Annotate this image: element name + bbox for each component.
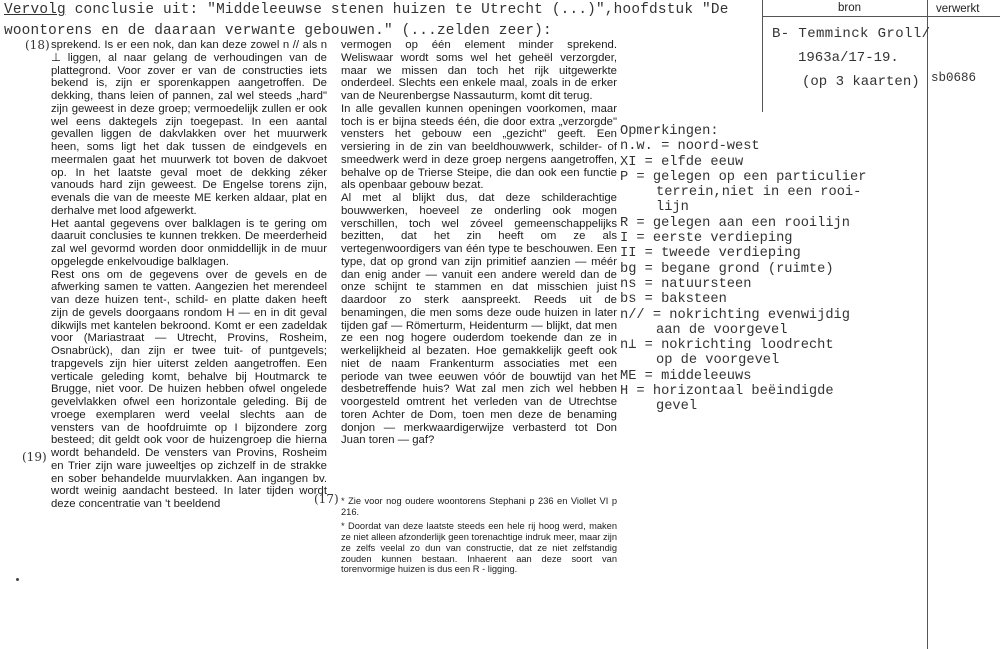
footnote: * Zie voor nog oudere woontorens Stephani p 236 en Viollet VI p 216. <box>341 496 617 517</box>
margin-note-19: (19) <box>22 450 47 464</box>
remark-line: P = gelegen op een particulier <box>620 169 867 185</box>
source-reference <box>772 22 930 94</box>
table-left-rule <box>762 0 763 112</box>
bron-label: bron <box>838 2 862 14</box>
paragraph: Het aantal gegevens over balklagen is te gering om daaruit conclusies te kunnen trekken. De meerderheid zal wel gevormd worden door onmiddellijk in de muur opgelegde enkelvoudige balklagen. <box>51 217 327 268</box>
paragraph: In alle gevallen kunnen openingen voorkomen, maar toch is er bijna steeds één, die door extra „verzorgde" vensters het gebouw een „gezicht" geeft. Een versiering in de zin van beeldhouwwerk, schilder- of smeedwerk werd in deze groep nergens aangetroffen, behalve op de Trierse Steipe, die dan ook een functie als openbaar gebouw bezat. <box>341 102 617 192</box>
text-column-2 <box>341 39 617 447</box>
header-line-2: woontorens en de daaraan verwante gebouwen." (...zelden zeer): <box>4 23 552 39</box>
verwerkt-label: verwerkt <box>936 3 980 15</box>
remark-line: H = horizontaal beëindigde <box>620 384 834 400</box>
remark-line: I = eerste verdieping <box>620 231 793 247</box>
remark-line: bg = begane grond (ruimte) <box>620 261 834 277</box>
table-header-rule <box>762 16 1000 17</box>
paragraph: Al met al blijkt dus, dat deze schilderachtige bouwwerken, hoeveel ze onderling ook mogen verschillen, toch wel zóveel gemeenschappelijks bezitten, dat het zin heeft om ze als vertegenwoordigers van één type te beschouwen. Een type, dat op grond van zijn primitief aanzien — méér dan enig ander — vanuit een andere wereld dan de onze schijnt te stammen en dat misschien juist daardoor zo sterk aanspreekt. Reeds uit de benamingen, die men soms deze oude huizen in later tijden gaf — Römerturm, Heidenturm — blijkt, dat men ze een nog hogere ouderdom toekende dan ze in werkelijkheid al bezaten. Hoe gemakkelijk geeft ook niet de naam Frankenturm associaties met een periode van twee eeuwen vóór de bouwtijd van het desbetreffende huis? Wat zal men zich wel hebben voorgesteld omtrent het verleden van de Utrechtse toren Achter de Dom, toen men deze de benaming donjon — merkwaardigerwijze verbasterd tot Don Juan toren — gaf? <box>341 192 617 447</box>
remark-line: aan de voorgevel <box>656 322 788 338</box>
paragraph: sprekend. Is er een nok, dan kan deze zowel n // als n ⊥ liggen, al naar gelang de verhoudingen van de plattegrond. Voor zover er van de constructies iets bekend is, zijn er sporenkappen aangetroffen. De dekking, thans leien of pannen, zal wel steeds „hard" zijn geweest in deze groep; vermoedelijk zullen er ook wel eens daktegels zijn toegepast. In een aantal gevallen liggen de dakvlakken over het muurwerk heen, soms ligt het dak tussen de eindgevels en meermalen gaat het muurwerk tot boven de dakvoet op. In het laatste geval moet de dekking zéker vanouds hard zijn geweest. De Engelse torens zijn, evenals die van de meeste ME kerken aldaar, plat en derhalve met lood afgewerkt. <box>51 39 327 217</box>
paragraph: Rest ons om de gegevens over de gevels en de afwerking samen te vatten. Aangezien het merendeel van deze huizen tent-, schild- en platte daken heeft zijn de gevels doorgaans rondom H — en in dit geval dikwijls met kantelen bekroond. Komt er een zadeldak voor (Mariastraat — Utrecht, Provins, Rosheim, Osnabrück), dan zijn er twee tuit- of puntgevels; trapgevels zijn hier uiterst zelden aangetroffen. Een verticale geleding komt, behalve bij Houtmarck te Brugge, niet voor. De huizen hebben ofwel ongelede gevelvlakken ofwel een horizontale geleding. Bij de vroege exemplaren werd veelal slechts aan de vensters van de hoofdruimte op I bijzondere zorg besteed; dit geldt ook voor de huizengroep die hierna wordt behandeld. De vensters van Provins, Rosheim en Trier zijn ware juweeltjes op zichzelf in de strakke en sober behandelde muurvlakken. Aan ingangen bv. wordt weinig aandacht besteed. In later tijden wordt deze concentratie van 't beeldend <box>51 268 327 510</box>
footnotes <box>341 496 617 575</box>
remark-line: gevel <box>656 399 698 415</box>
record-code: sb0686 <box>931 71 977 85</box>
remark-line: n.w. = noord-west <box>620 139 760 155</box>
header-rest: conclusie uit: "Middeleeuwse stenen huizen te Utrecht (...)",hoofdstuk "De <box>65 2 729 18</box>
margin-note-18: (18) <box>25 38 50 52</box>
footnote: * Doordat van deze laatste steeds een hele rij hoog werd, maken ze niet alleen afzonderlijk geen torenachtige indruk meer, maar zijn ze zelfs veelal zo dun van constructie, dat ze niet zelfstandig zouden kunnen bestaan. Inhaerent aan deze soort van torenvormige huizen is dus een R - ligging. <box>341 520 617 575</box>
remark-line: terrein,niet in een rooi- <box>656 185 862 201</box>
remark-line: ME = middeleeuws <box>620 368 752 384</box>
remark-line: lijn <box>656 200 689 216</box>
remark-line: bs = baksteen <box>620 292 727 308</box>
remarks-title: Opmerkingen: <box>620 124 719 139</box>
remark-line: XI = elfde eeuw <box>620 154 744 170</box>
header-lead: Vervolg <box>4 2 66 18</box>
table-column-divider <box>927 0 928 649</box>
stray-dot <box>16 578 19 581</box>
remark-line: n⊥ = nokrichting loodrecht <box>620 338 834 354</box>
source-line: 1963a/17-19. <box>798 50 899 66</box>
source-line: (op 3 kaarten) <box>802 74 920 90</box>
remarks <box>620 124 866 415</box>
header <box>4 0 729 42</box>
remark-line: ns = natuursteen <box>620 276 752 292</box>
remark-line: op de voorgevel <box>656 353 780 369</box>
paragraph: vermogen op één element minder sprekend. Weliswaar wordt soms wel het geheël verzorgder, maar we missen dan toch het rijk uitgewerkte onderdeel. Slechts een enkele maal, zoals in de erker van de Neurenbergse Nassauturm, komt dit terug. <box>341 39 617 102</box>
margin-note-17: (17) <box>314 492 339 506</box>
remark-line: n// = nokrichting evenwijdig <box>620 307 850 323</box>
remark-line: II = tweede verdieping <box>620 246 801 262</box>
header-line-1 <box>4 0 729 21</box>
remark-line: R = gelegen aan een rooilijn <box>620 215 850 231</box>
text-column-1 <box>51 39 327 511</box>
source-line: B- Temminck Groll/ <box>772 26 931 42</box>
